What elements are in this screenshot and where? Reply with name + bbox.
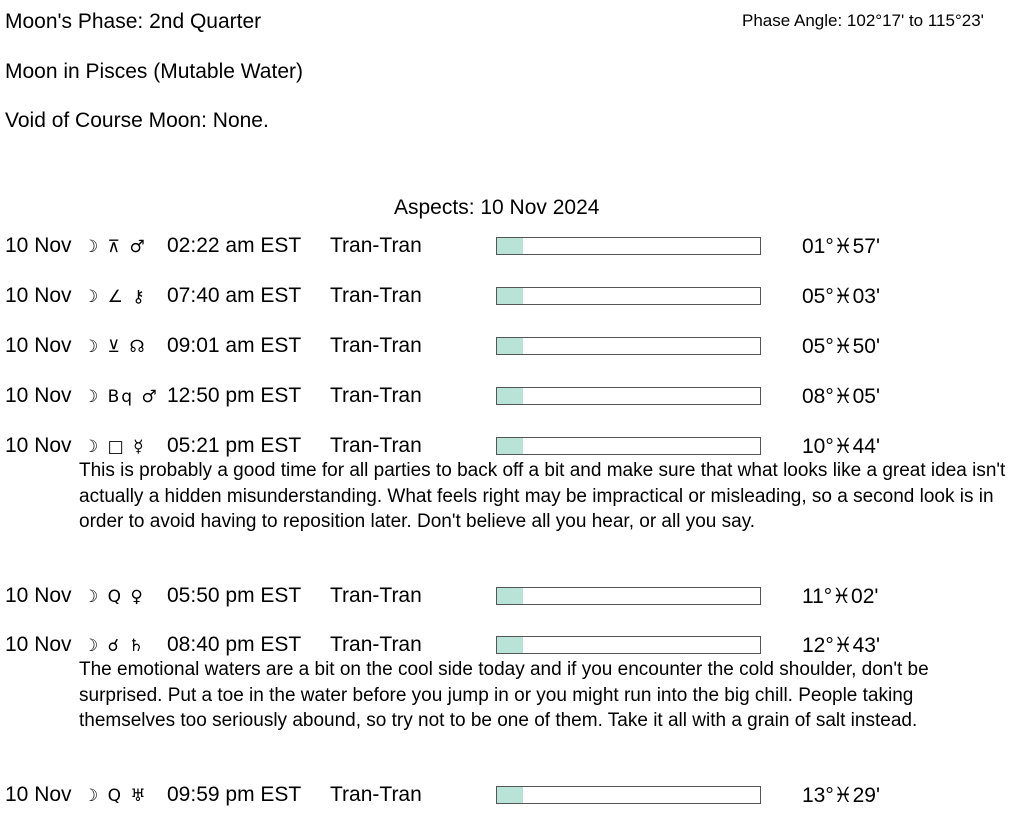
aspect-time: 07:40 am EST	[167, 284, 302, 307]
aspect-glyphs: ☽ ⊻ ☊	[83, 337, 147, 357]
aspects-title: Aspects: 10 Nov 2024	[394, 196, 600, 219]
aspect-description: The emotional waters are a bit on the cool side today and if you encounter the cold shoulder, don't be surprised. Put a toe in the water before you jump in or you might run into the big chill. People taking themselves too seriously abound, so try not to be one of them. Take it all with a grain of salt instead.	[79, 659, 929, 731]
strength-bar	[496, 337, 761, 355]
moon-sign: Moon in Pisces (Mutable Water)	[5, 60, 303, 83]
aspect-type: Tran-Tran	[330, 284, 422, 307]
aspect-time: 12:50 pm EST	[167, 384, 302, 407]
strength-bar	[496, 437, 761, 455]
aspect-glyphs: ☽ ☌ ♄	[83, 636, 146, 656]
aspect-time: 09:01 am EST	[167, 334, 302, 357]
void-of-course: Void of Course Moon: None.	[5, 109, 269, 132]
aspect-type: Tran-Tran	[330, 334, 422, 357]
aspect-date: 10 Nov	[5, 584, 72, 607]
aspect-type: Tran-Tran	[330, 584, 422, 607]
strength-bar-fill	[497, 588, 523, 604]
strength-bar	[496, 636, 761, 654]
aspect-type: Tran-Tran	[330, 434, 422, 457]
aspect-time: 09:59 pm EST	[167, 783, 302, 806]
aspect-position: 08°♓05'	[802, 385, 880, 408]
aspect-position: 05°♓03'	[802, 285, 880, 308]
phase-angle: Phase Angle: 102°17' to 115°23'	[742, 11, 984, 30]
aspect-date: 10 Nov	[5, 284, 72, 307]
strength-bar	[496, 786, 761, 804]
aspect-position: 10°♓44'	[802, 435, 880, 458]
aspect-glyphs: ☽ □ ☿	[83, 437, 146, 457]
strength-bar	[496, 387, 761, 405]
moon-phase: Moon's Phase: 2nd Quarter	[5, 10, 262, 33]
strength-bar	[496, 587, 761, 605]
aspect-position: 13°♓29'	[802, 784, 880, 807]
aspect-time: 02:22 am EST	[167, 234, 302, 257]
aspect-date: 10 Nov	[5, 783, 72, 806]
strength-bar	[496, 237, 761, 255]
aspect-glyphs: ☽ ∠ ⚷	[83, 287, 147, 307]
aspect-date: 10 Nov	[5, 384, 72, 407]
aspect-glyphs: ☽ Q ♅	[83, 786, 148, 806]
aspect-date: 10 Nov	[5, 234, 72, 257]
aspect-type: Tran-Tran	[330, 384, 422, 407]
aspect-date: 10 Nov	[5, 633, 72, 656]
strength-bar-fill	[497, 438, 523, 454]
strength-bar	[496, 287, 761, 305]
aspect-glyphs: ☽ Q ♀	[83, 587, 145, 607]
strength-bar-fill	[497, 238, 523, 254]
strength-bar-fill	[497, 787, 523, 803]
strength-bar-fill	[497, 637, 523, 653]
strength-bar-fill	[497, 288, 523, 304]
aspect-type: Tran-Tran	[330, 783, 422, 806]
aspect-description: This is probably a good time for all parties to back off a bit and make sure that what looks like a great idea isn't actually a hidden misunderstanding. What feels right may be impractical or misleading, so a second look is in order to avoid having to reposition later. Don't believe all you hear, or all you say.	[79, 460, 1006, 532]
aspect-glyphs: ☽ ⊼ ♂	[83, 237, 147, 257]
aspect-time: 08:40 pm EST	[167, 633, 302, 656]
aspect-date: 10 Nov	[5, 334, 72, 357]
aspect-type: Tran-Tran	[330, 234, 422, 257]
aspect-position: 11°♓02'	[802, 585, 879, 608]
aspect-date: 10 Nov	[5, 434, 72, 457]
aspect-glyphs: ☽ Bq ♂	[83, 387, 159, 407]
aspect-position: 05°♓50'	[802, 335, 880, 358]
aspect-time: 05:21 pm EST	[167, 434, 302, 457]
strength-bar-fill	[497, 338, 523, 354]
aspect-type: Tran-Tran	[330, 633, 422, 656]
strength-bar-fill	[497, 388, 523, 404]
aspect-position: 12°♓43'	[802, 634, 880, 657]
aspect-position: 01°♓57'	[802, 235, 880, 258]
aspect-time: 05:50 pm EST	[167, 584, 302, 607]
